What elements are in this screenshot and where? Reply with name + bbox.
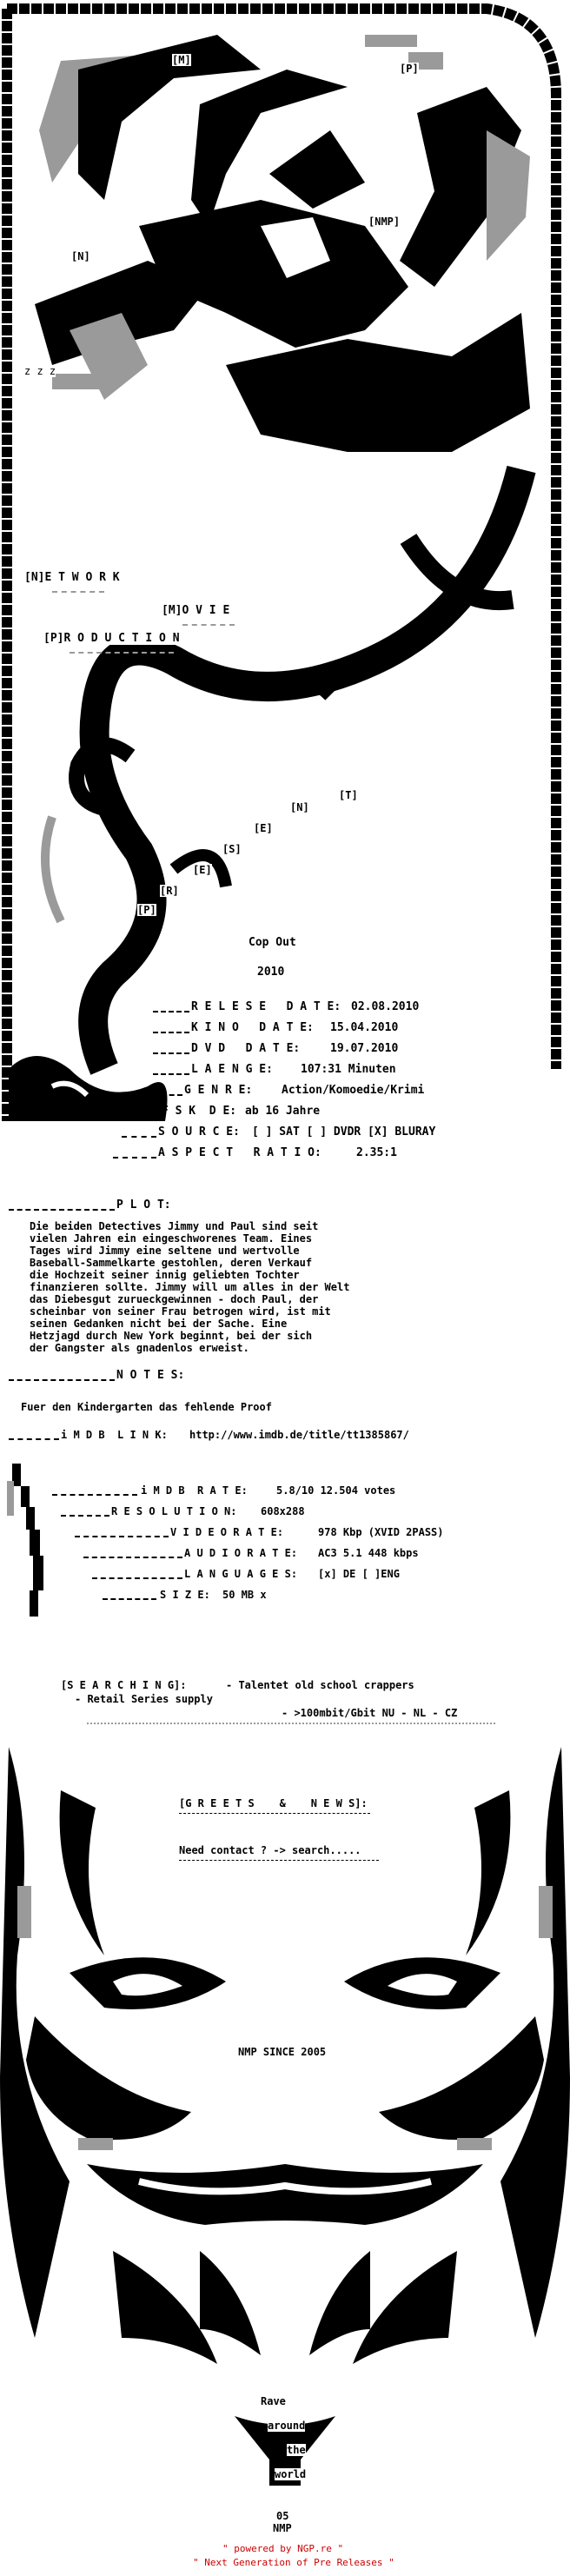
release-year: 2010 xyxy=(257,966,285,979)
plot-header-rule xyxy=(9,1209,115,1211)
since-text: NMP SINCE 2005 xyxy=(238,2046,327,2058)
tech-side-art xyxy=(0,1464,52,1655)
info-row-genre-label: G E N R E: xyxy=(184,1084,253,1097)
plot-line: Die beiden Detectives Jimmy und Paul sind seit xyxy=(30,1220,319,1232)
logo-letter-p: [P] xyxy=(400,63,419,75)
tech-row-videorate-value: 978 Kbp (XVID 2PASS) xyxy=(318,1526,444,1538)
network-label: [N]E T W O R K xyxy=(24,571,120,584)
logo-letter-m: [M] xyxy=(172,54,191,66)
tech-row-size-value: 50 MB x xyxy=(222,1589,267,1601)
logo-letter-n: [N] xyxy=(71,250,90,262)
plot-line: der Gangster als gnadenlos erweist. xyxy=(30,1342,249,1354)
movie-underline xyxy=(182,624,235,626)
plot-line: Baseball-Sammelkarte gestohlen, deren Verkauf xyxy=(30,1257,313,1269)
imdb-link-rule xyxy=(9,1438,59,1440)
notes-header-rule xyxy=(9,1379,115,1381)
info-row-length-label: L A E N G E: xyxy=(191,1063,273,1076)
searching-dots xyxy=(87,1723,495,1724)
productions-label: [P]R O D U C T I O N xyxy=(43,632,180,645)
side-marks: z z z xyxy=(24,365,56,377)
plot-line: vielen Jahren ein eingeschworenes Team. Eines xyxy=(30,1232,313,1245)
contact-text: Need contact ? -> search..... xyxy=(179,1844,361,1856)
info-row-dvd-label: D V D D A T E: xyxy=(191,1042,301,1055)
greets-underline xyxy=(179,1813,370,1814)
next-generation: " Next Generation of Pre Releases " xyxy=(193,2557,394,2568)
tech-row-imdb-rate-label: i M D B R A T E: xyxy=(141,1484,248,1497)
plot-line: die Hochzeit seiner innig geliebten Tochter xyxy=(30,1269,300,1281)
plot-line: das Diebesgut zurueckgewinnen - doch Paul, der xyxy=(30,1293,319,1305)
tech-row-audiorate-label: A U D I O R A T E: xyxy=(184,1547,298,1559)
info-row-source-label: S O U R C E: xyxy=(158,1125,240,1139)
tech-row-languages-value: [x] DE [ ]ENG xyxy=(318,1568,400,1580)
info-row-aspect-label: A S P E C T R A T I O: xyxy=(158,1146,321,1159)
info-row-dvd-value: 19.07.2010 xyxy=(330,1042,399,1055)
rave-word-2: around xyxy=(268,2420,306,2432)
footer-05: 05 xyxy=(276,2510,289,2522)
presents-letter-1: [P] xyxy=(137,904,156,916)
powered-by: " powered by NGP.re " xyxy=(222,2543,344,2554)
info-row-release-label: R E L E S E D A T E: xyxy=(191,1000,341,1013)
presents-letter-2: [R] xyxy=(160,885,179,897)
plot-line: scheinbar von seiner Frau betrogen wird, ist mit xyxy=(30,1305,331,1318)
plot-line: seinen Gedanken nicht bei der Sache. Eine xyxy=(30,1318,288,1330)
searching-text-3: - >100mbit/Gbit NU - NL - CZ xyxy=(282,1707,458,1719)
top-ascii-art xyxy=(0,0,570,1121)
searching-text-2: - Retail Series supply xyxy=(75,1693,213,1705)
rave-word-4: world xyxy=(275,2468,307,2480)
info-row-fsk-value: ab 16 Jahre xyxy=(245,1105,321,1118)
info-row-kino-value: 15.04.2010 xyxy=(330,1021,399,1034)
info-row-aspect-value: 2.35:1 xyxy=(356,1146,397,1159)
movie-label: [M]O V I E xyxy=(162,604,230,617)
plot-line: Hetzjagd durch New York beginnt, bei der sich xyxy=(30,1330,313,1342)
info-row-kino-label: K I N O D A T E: xyxy=(191,1021,314,1034)
tech-row-size-label: S I Z E: xyxy=(160,1589,210,1601)
tech-row-audiorate-value: AC3 5.1 448 kbps xyxy=(318,1547,419,1559)
searching-label: [S E A R C H I N G]: xyxy=(61,1679,187,1691)
imdb-link-label: i M D B L I N K: xyxy=(61,1429,168,1441)
footer-nmp: NMP xyxy=(273,2522,292,2534)
logo-letter-nmp: [NMP] xyxy=(368,216,401,228)
tech-row-resolution-label: R E S O L U T I O N: xyxy=(111,1505,237,1517)
productions-underline xyxy=(70,652,174,654)
plot-header: P L O T: xyxy=(116,1198,171,1212)
presents-letter-5: [E] xyxy=(254,822,273,834)
rave-word-3: the xyxy=(287,2444,306,2456)
info-row-genre-value: Action/Komoedie/Krimi xyxy=(282,1084,425,1097)
info-row-release-value: 02.08.2010 xyxy=(351,1000,420,1013)
presents-letter-4: [S] xyxy=(222,843,242,855)
presents-letter-6: [N] xyxy=(290,801,309,813)
rave-word-1: Rave xyxy=(261,2395,286,2407)
imdb-link[interactable]: http://www.imdb.de/title/tt1385867/ xyxy=(189,1429,409,1441)
presents-letter-7: [T] xyxy=(339,789,358,801)
searching-text-1: - Talentet old school crappers xyxy=(226,1679,414,1691)
greets-label: [G R E E T S & N E W S]: xyxy=(179,1797,368,1809)
plot-line: finanzieren sollte. Jimmy will um alles in der Welt xyxy=(30,1281,350,1293)
tech-row-languages-label: L A N G U A G E S: xyxy=(184,1568,298,1580)
tech-row-imdb-rate-value: 5.8/10 12.504 votes xyxy=(276,1484,396,1497)
info-row-source-value: [ ] SAT [ ] DVDR [X] BLURAY xyxy=(252,1125,436,1139)
tech-row-videorate-label: V I D E O R A T E: xyxy=(170,1526,284,1538)
notes-header: N O T E S: xyxy=(116,1369,185,1382)
info-row-fsk-label: F S K D E: xyxy=(162,1105,237,1118)
contact-underline xyxy=(179,1860,379,1861)
info-row-length-value: 107:31 Minuten xyxy=(301,1063,396,1076)
release-title: Cop Out xyxy=(249,936,296,949)
tech-row-resolution-value: 608x288 xyxy=(261,1505,305,1517)
presents-letter-3: [E] xyxy=(193,864,212,876)
network-underline xyxy=(52,591,104,593)
plot-line: Tages wird Jimmy eine seltene und wertvolle xyxy=(30,1245,300,1257)
notes-text: Fuer den Kindergarten das fehlende Proof xyxy=(21,1401,272,1413)
